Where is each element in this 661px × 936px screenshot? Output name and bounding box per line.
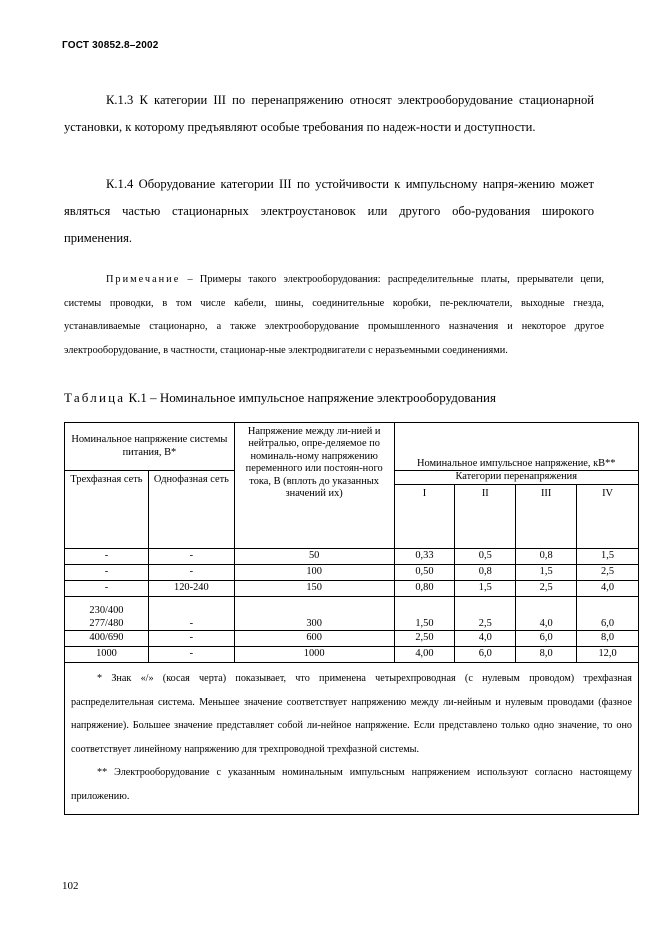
category-label: III bbox=[516, 485, 577, 549]
footnote-2: ** Электрооборудование с указанным номинальным импульсным напряжением используют согласно настоящему приложению. bbox=[71, 767, 632, 802]
table-cell: - bbox=[65, 549, 149, 565]
table-cell: 100 bbox=[234, 565, 394, 581]
table-cell: 230/400 277/480 bbox=[65, 597, 149, 631]
table-cell: 8,0 bbox=[516, 647, 577, 663]
table-cell: 120-240 bbox=[148, 581, 234, 597]
table-caption: Таблица К.1 – Номинальное импульсное напряжение электрооборудования bbox=[64, 390, 496, 405]
header-nominal-supply: Номинальное напряжение системы питания, В* bbox=[65, 423, 235, 471]
table-cell: 2,5 bbox=[455, 597, 516, 631]
table-row bbox=[65, 597, 639, 631]
header-line-neutral: Напряжение между ли-нией и нейтралью, опре-деляемое по номиналь-ному напряжению переменного или постоян-ного тока, В (вплоть до указанных значений их) bbox=[234, 423, 394, 549]
table-cell: 0,80 bbox=[394, 581, 455, 597]
table-cell: 12,0 bbox=[577, 647, 639, 663]
table-cell: - bbox=[148, 597, 234, 631]
table-cell: - bbox=[65, 581, 149, 597]
table-cell: 1000 bbox=[234, 647, 394, 663]
table-row bbox=[65, 581, 639, 597]
table-cell: 6,0 bbox=[516, 631, 577, 647]
table-cell: - bbox=[148, 549, 234, 565]
note-text: – Примеры такого электрооборудования: распределительные платы, прерыватели цепи, системы проводки, в том числе кабели, шины, соединительные коробки, пе-реключатели, выходные гнезда, устанавливаемые стационарно, а также электрооборудование промышленного назначения и некоторое другое электрооборудование, в частности, стационар-ные электродвигатели с неразъемными соединениями. bbox=[64, 274, 604, 356]
table-cell: 0,8 bbox=[455, 565, 516, 581]
table-cell: - bbox=[65, 565, 149, 581]
table-cell: - bbox=[148, 647, 234, 663]
table-cell: 2,50 bbox=[394, 631, 455, 647]
table-cell: 6,0 bbox=[455, 647, 516, 663]
table-cell: - bbox=[148, 565, 234, 581]
table-cell: 8,0 bbox=[577, 631, 639, 647]
table-cell: 300 bbox=[234, 597, 394, 631]
table-cell: 600 bbox=[234, 631, 394, 647]
table-cell: 4,0 bbox=[577, 581, 639, 597]
table-footnotes bbox=[65, 663, 639, 815]
table-cell: 4,0 bbox=[516, 597, 577, 631]
category-label: II bbox=[455, 485, 516, 549]
footnote-1: * Знак «/» (косая черта) показывает, что применена четырехпроводная (с нулевым проводом) трехфазная распределительная система. Меньшее значение соответствует напряжению между ли-нейным и нулевым проводами (фазное напряжение). Большее значение представляет собой ли-нейное напряжение. Если представлено только одно значение, то оно соответствует линейному напряжению для трехпроводной трехфазной системы. bbox=[71, 673, 632, 755]
table-cell: 1,5 bbox=[455, 581, 516, 597]
table-row bbox=[65, 549, 639, 565]
table-row bbox=[65, 647, 639, 663]
note bbox=[64, 268, 604, 362]
table-cell: 0,5 bbox=[455, 549, 516, 565]
table-cell: 0,50 bbox=[394, 565, 455, 581]
voltage-table bbox=[64, 422, 639, 815]
table-cell: 400/690 bbox=[65, 631, 149, 647]
table-cell: 50 bbox=[234, 549, 394, 565]
table-cell: 4,0 bbox=[455, 631, 516, 647]
document-header: ГОСТ 30852.8–2002 bbox=[62, 40, 159, 51]
table-row bbox=[65, 631, 639, 647]
header-categories: Категории перенапряжения bbox=[394, 471, 639, 485]
table-cell: 6,0 bbox=[577, 597, 639, 631]
header-single-phase: Однофазная сеть bbox=[148, 471, 234, 549]
category-label: IV bbox=[577, 485, 639, 549]
header-three-phase: Трехфазная сеть bbox=[65, 471, 149, 549]
header-impulse: Номинальное импульсное напряжение, кВ** bbox=[394, 423, 639, 471]
table-cell: 1,5 bbox=[516, 565, 577, 581]
table-cell: 150 bbox=[234, 581, 394, 597]
category-label: I bbox=[394, 485, 455, 549]
table-cell: 2,5 bbox=[516, 581, 577, 597]
table-cell: - bbox=[148, 631, 234, 647]
table-cell: 0,8 bbox=[516, 549, 577, 565]
table-cell: 1,50 bbox=[394, 597, 455, 631]
table-cell: 0,33 bbox=[394, 549, 455, 565]
table-cell: 1,5 bbox=[577, 549, 639, 565]
page-number: 102 bbox=[62, 880, 79, 892]
table-cell: 2,5 bbox=[577, 565, 639, 581]
table-row bbox=[65, 565, 639, 581]
paragraph-k13: К.1.3 К категории III по перенапряжению относят электрооборудование стационарной установки, к которому предъявляют особые требования по надеж-ности и доступности. bbox=[64, 93, 594, 134]
paragraph-k14: К.1.4 Оборудование категории III по устойчивости к импульсному напря-жению может являться частью стационарных электроустановок или другого обо-рудования широкого применения. bbox=[64, 177, 594, 245]
table-cell: 1000 bbox=[65, 647, 149, 663]
note-label: Примечание bbox=[106, 274, 181, 285]
table-cell: 4,00 bbox=[394, 647, 455, 663]
